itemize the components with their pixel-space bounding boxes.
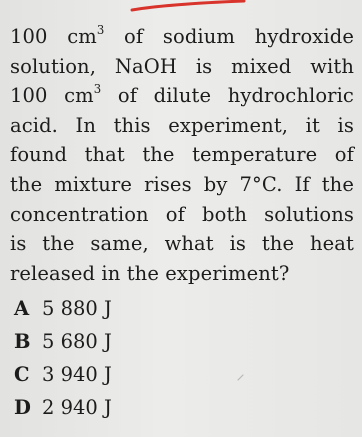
- question-line-5: found that the temperature of: [10, 143, 354, 167]
- option-letter: C: [14, 363, 30, 386]
- option-b[interactable]: [14, 330, 112, 363]
- option-c[interactable]: [14, 363, 112, 396]
- option-letter: A: [14, 297, 30, 320]
- question-line-9: released in the experiment?: [10, 261, 290, 285]
- question-line-7: concentration of both solutions: [10, 202, 354, 226]
- question-line-1: 100 $cm^3$ of sodium hydroxide: [10, 22, 354, 48]
- option-value: 5 880 J: [42, 297, 112, 320]
- superscript: 3: [96, 22, 105, 37]
- red-pen-mark: [128, 0, 248, 14]
- question-line-8: is the same, what is the heat: [10, 232, 354, 256]
- question-line-6: the mixture rises by 7°C. If the: [10, 172, 354, 196]
- question-line-4: acid. In this experiment, it is: [10, 113, 354, 137]
- question-line-2: solution, NaOH is mixed with: [10, 54, 354, 78]
- superscript: 3: [93, 81, 102, 96]
- faint-pencil-mark: [236, 372, 246, 382]
- option-a[interactable]: [14, 297, 112, 330]
- option-d[interactable]: [14, 396, 112, 429]
- question-text: [10, 22, 354, 288]
- option-letter: D: [14, 396, 31, 419]
- answer-options: [14, 297, 112, 429]
- option-value: 2 940 J: [42, 396, 112, 419]
- option-value: 5 680 J: [42, 330, 112, 353]
- question-line-3: 100 $cm^3$ of dilute hydrochloric: [10, 81, 354, 108]
- option-letter: B: [14, 330, 31, 353]
- option-value: 3 940 J: [42, 363, 112, 386]
